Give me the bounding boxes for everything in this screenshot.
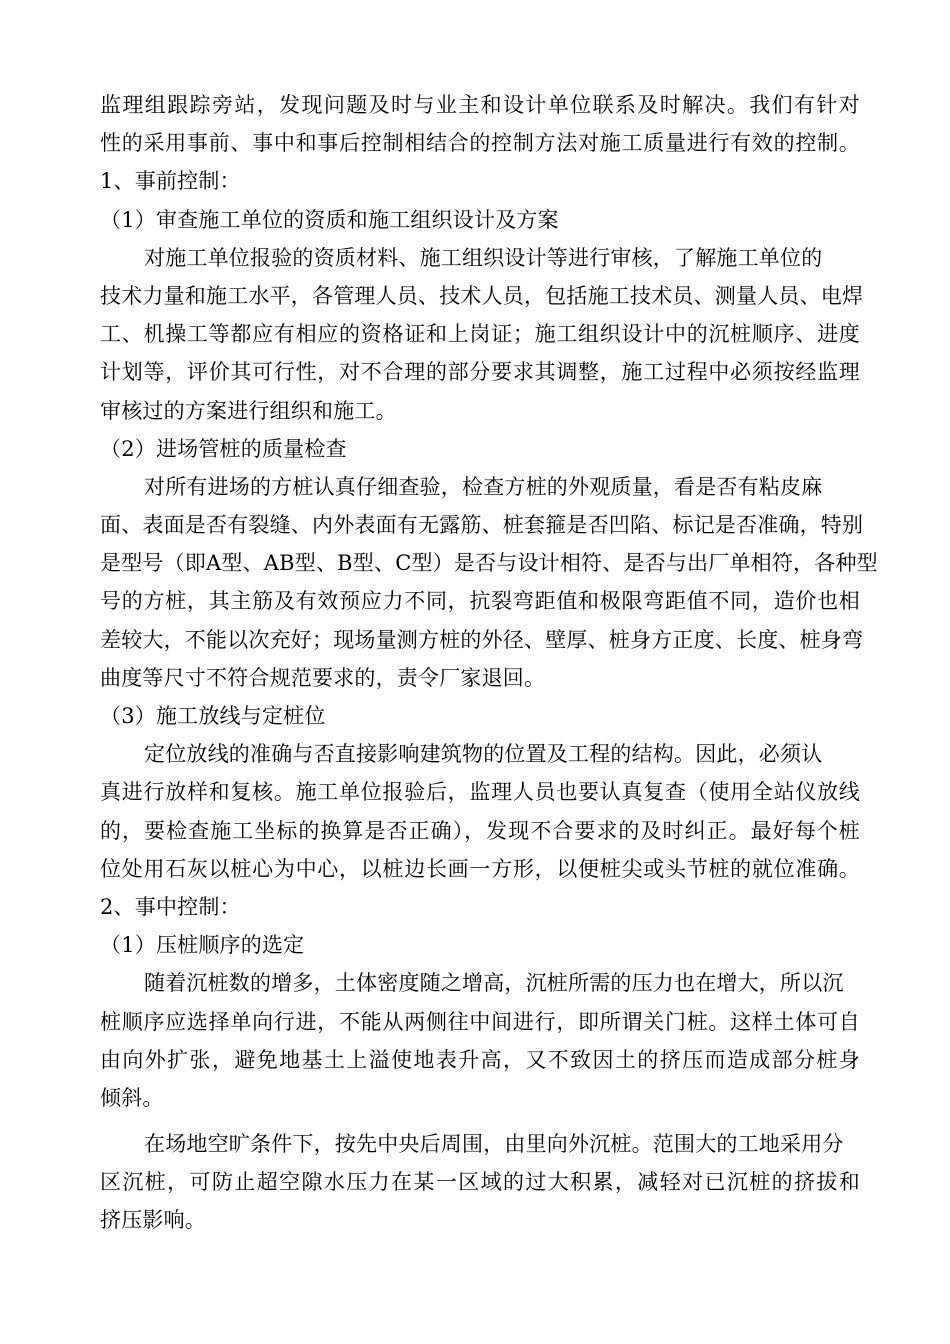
paragraph-line: 曲度等尺寸不符合规范要求的，责令厂家退回。: [100, 665, 546, 690]
paragraph-line: 性的采用事前、事中和事后控制相结合的控制方法对施工质量进行有效的控制。: [100, 131, 860, 156]
paragraph-line: 面、表面是否有裂缝、内外表面有无露筋、桩套箍是否凹陷、标记是否准确，特别: [100, 513, 864, 538]
paragraph-line: 随着沉桩数的增多，土体密度随之增高，沉桩所需的压力也在增大，所以沉: [144, 971, 844, 996]
paragraph-line: 审核过的方案进行组织和施工。: [100, 398, 397, 423]
paragraph-line: 倾斜。: [100, 1085, 164, 1110]
paragraph-line: 对施工单位报验的资质材料、施工组织设计等进行审核，了解施工单位的: [144, 245, 823, 270]
paragraph-spacer: [100, 1117, 860, 1125]
paragraph-line: 是型号（即A型、AB型、B型、C型）是否与设计相符、是否与出厂单相符，各种型: [100, 551, 878, 576]
paragraph-line: 监理组跟踪旁站，发现问题及时与业主和设计单位联系及时解决。我们有针对: [100, 93, 860, 117]
paragraph-line: 位处用石灰以桩心为中心，以桩边长画一方形，以便桩尖或头节桩的就位准确。: [100, 856, 860, 881]
paragraph-line: 对所有进场的方桩认真仔细查验，检查方桩的外观质量，看是否有粘皮麻: [144, 474, 823, 499]
subsection-heading: （1）压桩顺序的选定: [100, 933, 305, 958]
paragraph-line: 由向外扩张，避免地基土上溢使地表升高，又不致因土的挤压而造成部分桩身: [100, 1047, 860, 1072]
subsection-heading: （3）施工放线与定桩位: [100, 704, 326, 728]
paragraph-line: 的，要检查施工坐标的换算是否正确），发现不合要求的及时纠正。最好每个桩: [100, 818, 860, 843]
paragraph-line: 差较大，不能以次充好；现场量测方桩的外径、壁厚、桩身方正度、长度、桩身弯: [100, 627, 864, 652]
paragraph-line: 计划等，评价其可行性，对不合理的部分要求其调整，施工过程中必须按经监理: [100, 360, 860, 385]
paragraph-line: 号的方桩，其主筋及有效预应力不同，抗裂弯距值和极限弯距值不同，造价也相: [100, 589, 860, 614]
paragraph-line: 真进行放样和复核。施工单位报验后，监理人员也要认真复查（使用全站仪放线: [100, 780, 860, 805]
document-body: [100, 86, 878, 1240]
paragraph-line: 技术力量和施工水平，各管理人员、技术人员，包括施工技术员、测量人员、电焊: [100, 283, 864, 308]
section-heading: 1、事前控制：: [100, 169, 241, 194]
subsection-heading: （2）进场管桩的质量检查: [100, 436, 347, 461]
paragraph-line: 工、机操工等都应有相应的资格证和上岗证；施工组织设计中的沉桩顺序、进度: [100, 322, 860, 347]
paragraph-line: 区沉桩，可防止超空隙水压力在某一区域的过大积累，减轻对已沉桩的挤拔和: [100, 1170, 860, 1195]
section-heading: 2、事中控制：: [100, 894, 241, 919]
paragraph-line: 在场地空旷条件下，按先中央后周围，由里向外沉桩。范围大的工地采用分: [144, 1132, 844, 1157]
paragraph-line: 挤压影响。: [100, 1208, 206, 1233]
paragraph-line: 定位放线的准确与否直接影响建筑物的位置及工程的结构。因此，必须认: [144, 742, 823, 767]
paragraph-line: 桩顺序应选择单向行进，不能从两侧往中间进行，即所谓关门桩。这样土体可自: [100, 1009, 860, 1034]
subsection-heading: （1）审查施工单位的资质和施工组织设计及方案: [100, 207, 559, 232]
